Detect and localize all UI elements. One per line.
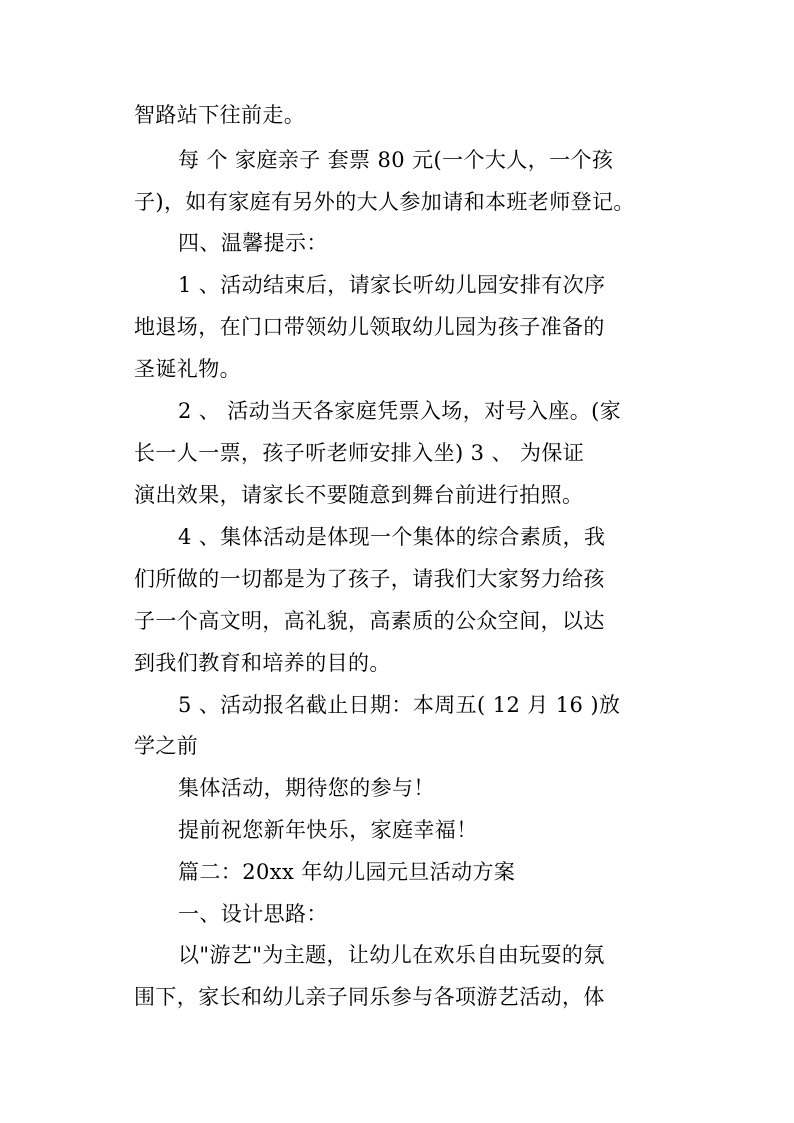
text-line: 集体活动，期待您的参与！	[178, 776, 435, 800]
text-line: 围下，家长和幼儿亲子同乐参与各项游艺活动，体	[134, 985, 605, 1009]
text-line: 以"游艺"为主题，让幼儿在欢乐自由玩耍的氛	[178, 943, 605, 967]
text-line: 圣诞礼物。	[134, 357, 241, 381]
text-line: 长一人一票，孩子听老师安排入坐) 3 、 为保证	[134, 441, 585, 465]
text-line: 演出效果，请家长不要随意到舞台前进行拍照。	[134, 483, 584, 507]
section-heading: 四、温馨提示：	[178, 231, 328, 255]
section-heading: 一、设计思路：	[178, 902, 328, 926]
text-line: 1 、活动结束后，请家长听幼儿园安排有次序	[178, 273, 606, 297]
text-line: 地退场，在门口带领幼儿领取幼儿园为孩子准备的	[134, 315, 605, 339]
text-line: 到我们教育和培养的目的。	[134, 651, 391, 675]
text-line: 4 、集体活动是体现一个集体的综合素质，我	[178, 525, 606, 549]
text-line: 子一个高文明，高礼貌，高素质的公众空间，以达	[134, 609, 605, 633]
text-line: 子)，如有家庭有另外的大人参加请和本班老师登记。	[134, 190, 635, 214]
text-line: 智路站下往前走。	[134, 103, 306, 127]
text-line: 们所做的一切都是为了孩子，请我们大家努力给孩	[134, 567, 605, 591]
text-line: 每 个 家庭亲子 套票 80 元(一个大人，一个孩	[178, 148, 614, 172]
text-line: 5 、活动报名截止日期：本周五( 12 月 16 )放	[178, 693, 621, 717]
section-heading: 篇二：20xx 年幼儿园元旦活动方案	[178, 860, 516, 884]
text-line: 2 、 活动当天各家庭凭票入场，对号入座。(家	[178, 399, 622, 423]
text-line: 学之前	[134, 734, 199, 758]
text-line: 提前祝您新年快乐，家庭幸福！	[178, 818, 478, 842]
